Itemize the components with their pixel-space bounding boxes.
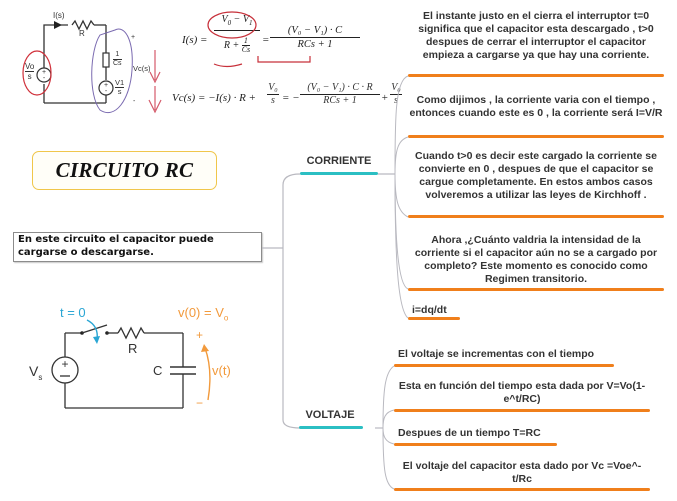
vo-source-label: Vo s — [25, 62, 35, 81]
plus-sign: + — [196, 328, 204, 342]
leaf-underline — [394, 488, 650, 491]
source-label: $V_s$ — [29, 363, 43, 382]
leaf-corriente-2[interactable]: Como dijimos , la corriente varia con el tiempo , entonces cuando este es 0 , la corriente será I=V/R — [409, 94, 663, 119]
resistor-label: R — [128, 341, 138, 356]
leaf-underline — [394, 409, 650, 412]
voltage-label: v(t) — [212, 363, 231, 378]
svg-text:+: + — [61, 357, 69, 371]
leaf-corriente-3[interactable]: Cuando t>0 es decir este cargado la corriente se convierte en 0 , despues de que el capacitor se cargue completamente. En estos ambos casos volveremos a utilizar las leyes de Kirchhoff . — [415, 150, 657, 201]
capacitor-label: C — [153, 363, 163, 378]
plus-sign: + — [131, 34, 136, 41]
leaf-underline — [408, 74, 664, 77]
minus-sign: − — [196, 396, 204, 410]
svg-text:+: + — [41, 69, 47, 76]
vc-label: Vc(s) — [133, 64, 151, 73]
initial-voltage-label: $v(0) = V_o$ — [178, 305, 229, 323]
leaf-underline — [408, 215, 664, 218]
leaf-voltaje-1[interactable]: El voltaje se incrementas con el tiempo — [398, 348, 595, 360]
leaf-voltaje-2[interactable]: Esta en función del tiempo esta dada por V=Vo(1-e^t/RC) — [398, 380, 646, 405]
leaf-underline — [408, 288, 664, 291]
voltage-arrow-icon — [205, 348, 210, 400]
cap-impedance-label: 1 Cs — [113, 51, 122, 67]
branch-corriente[interactable]: CORRIENTE — [306, 155, 372, 167]
minus-sign: - — [133, 98, 136, 105]
branch-underline — [300, 172, 378, 175]
svg-text:-: - — [42, 75, 46, 82]
leaf-underline — [394, 443, 557, 446]
leaf-voltaje-3[interactable]: Despues de un tiempo T=RC — [398, 427, 541, 439]
eq2-main-fraction: (V₀ − V₁) · C · R RCs + 1 — [300, 82, 380, 107]
leaf-corriente-1[interactable]: El instante justo en el cierra el interruptor t=0 significa que el capacitor esta descargado , t>0 despues de cerrar el interruptor el capacitor empieza a cargarse ya que hay una corriente. — [418, 10, 654, 61]
leaf-underline — [408, 317, 460, 320]
svg-text:-: - — [104, 88, 108, 95]
description-node[interactable]: En este circuito el capacitor puede cargarse o descargarse. — [13, 232, 262, 262]
leaf-underline — [408, 135, 664, 138]
branch-voltaje[interactable]: VOLTAJE — [305, 409, 355, 421]
resistor-label: R — [79, 29, 85, 38]
eq2-lhs: Vc(s) = −I(s) · R + — [172, 92, 256, 104]
svg-text:+: + — [103, 82, 109, 89]
switch-time-label: t = 0 — [60, 305, 86, 320]
eq1-left-fraction: $V_0 - V_1$ R + $\frac{1}{Cs}$ — [214, 14, 260, 54]
eq1-right-fraction: (V₀ − V₁) · C RCs + 1 — [270, 24, 360, 51]
eq1-lhs: I(s) = — [182, 34, 208, 46]
branch-underline — [299, 426, 363, 429]
resistor-icon — [118, 328, 144, 338]
leaf-underline — [394, 364, 614, 367]
eq2-v0-fraction-2: V₀ s — [391, 82, 401, 106]
leaf-voltaje-4[interactable]: El voltaje del capacitor esta dado por Vc =Voe^-t/Rc — [402, 460, 642, 485]
eq2-v0-fraction: V₀ s — [268, 82, 278, 106]
v1-source-label: V1 s — [115, 78, 125, 96]
leaf-corriente-5[interactable]: i=dq/dt — [412, 304, 447, 316]
rc-circuit-diagram — [0, 290, 270, 420]
current-label: I(s) — [53, 11, 65, 20]
page-title: CIRCUITO RC — [55, 158, 194, 182]
leaf-corriente-4[interactable]: Ahora ,¿Cuánto valdria la intensidad de la corriente si el capacitor aún no se a cargado por completo? Este momento es conocido como Regimen transitorio. — [414, 234, 658, 285]
laplace-equations: I(s) = $V_0 - V_1$ R + $\frac{1}{Cs}$ = (V₀ − V₁) · C RCs + 1 Vc(s) = −I(s) · R + V₀ s = − (V₀ − V₁) · C · R RCs + 1 + V₀ s — [172, 0, 392, 120]
